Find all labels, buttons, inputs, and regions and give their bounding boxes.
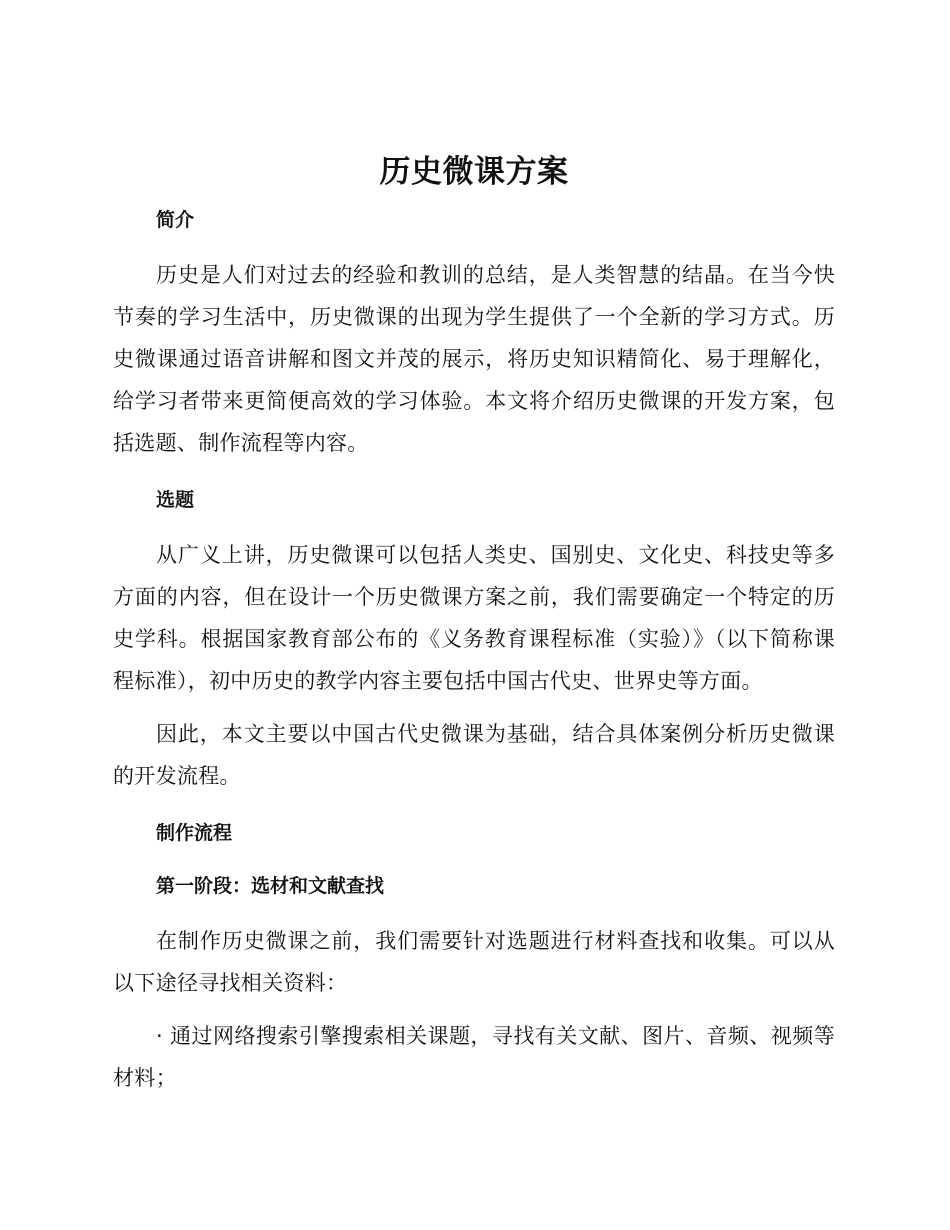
paragraph-stage1: 在制作历史微课之前，我们需要针对选题进行材料查找和收集。可以从以下途径寻找相关资料： (113, 929, 835, 995)
paragraph-topic-1: 从广义上讲，历史微课可以包括人类史、国别史、文化史、科技史等多方面的内容，但在设计一个历史微课方案之前，我们需要确定一个特定的历史学科。根据国家教育部公布的《义务教育课程标准（实验）》（以下简称课程标准），初中历史的教学内容主要包括中国古代史、世界史等方面。 (113, 543, 835, 693)
paragraph-topic-2: 因此，本文主要以中国古代史微课为基础，结合具体案例分析历史微课的开发流程。 (113, 722, 835, 788)
subsection-heading-stage1: 第一阶段：选材和文献查找 (156, 875, 385, 897)
section-heading-intro: 简介 (156, 209, 195, 231)
list-item-stage1-1: · 通过网络搜索引擎搜索相关课题，寻找有关文献、图片、音频、视频等材料； (113, 1024, 835, 1090)
document-title: 历史微课方案 (379, 154, 569, 190)
section-heading-topic: 选题 (156, 489, 195, 511)
paragraph-intro: 历史是人们对过去的经验和教训的总结，是人类智慧的结晶。在当今快节奏的学习生活中，历史微课的出现为学生提供了一个全新的学习方式。历史微课通过语音讲解和图文并茂的展示，将历史知识精简化、易于理解化，给学习者带来更简便高效的学习体验。本文将介绍历史微课的开发方案，包括选题、制作流程等内容。 (113, 263, 835, 455)
section-heading-process: 制作流程 (156, 822, 233, 844)
document-page (113, 150, 835, 1099)
